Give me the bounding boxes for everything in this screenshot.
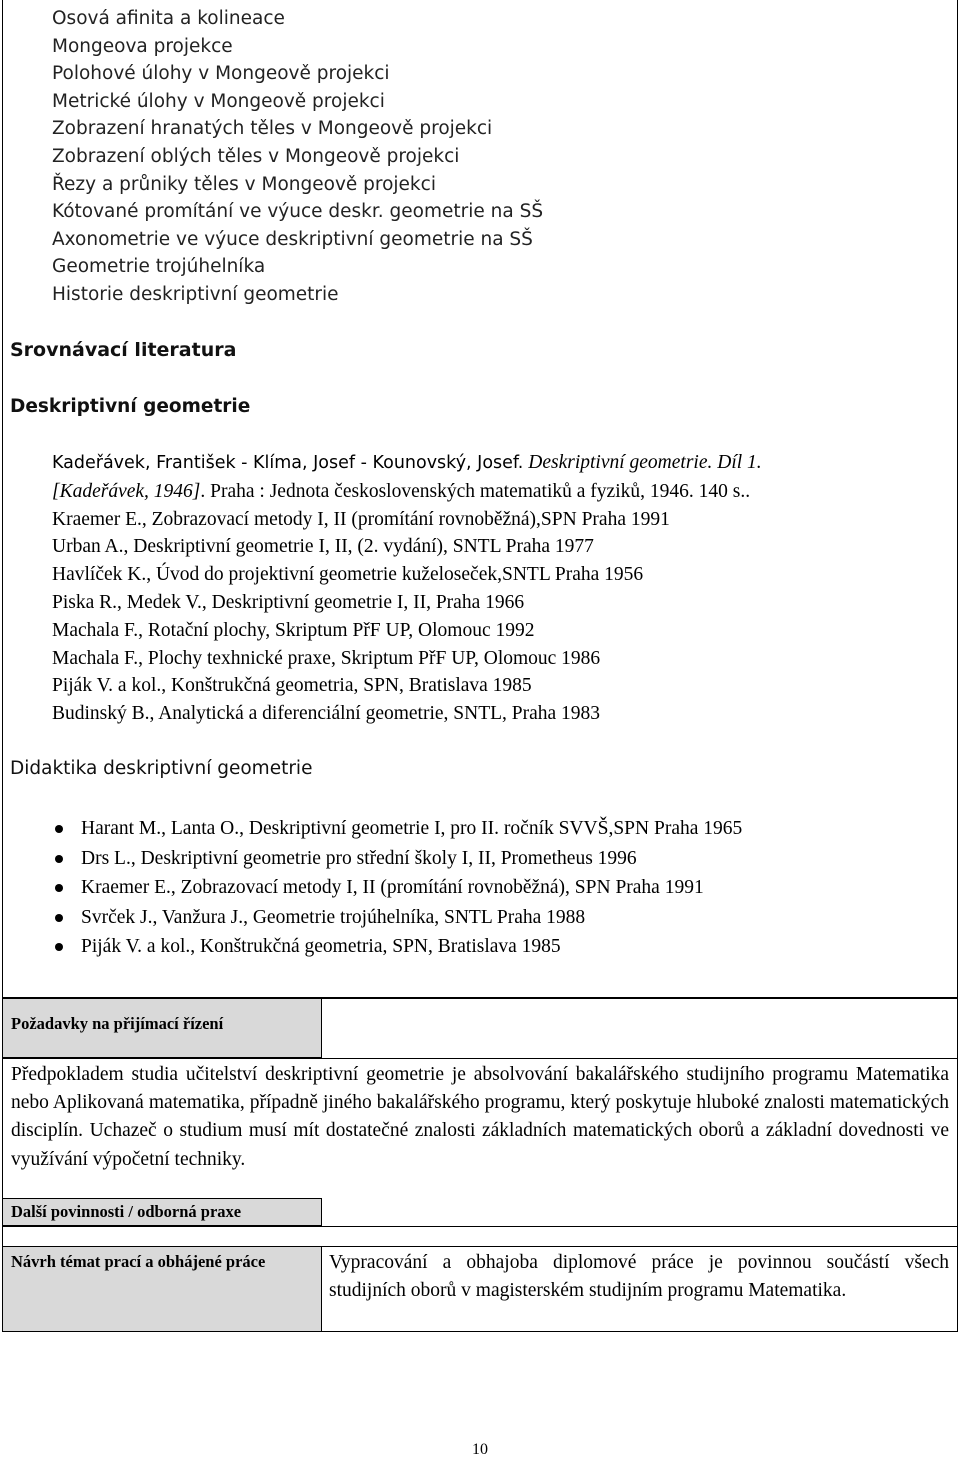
table-text-navrh-temat: Vypracování a obhajoba diplomové práce je povinnou součástí všech studijních oborů v magisterském studijním programu Matematika. (321, 1246, 958, 1332)
literature-rest: , Plochy texhnické praxe, Skriptum PřF UP, Olomouc 1986 (138, 647, 601, 669)
literature-rest: , Zobrazovací metody I, II (promítání rovnoběžná),SPN Praha 1991 (141, 508, 670, 530)
didaktika-item: Svrček J., Vanžura J., Geometrie trojúhelníka, SNTL Praha 1988 (55, 903, 742, 933)
table-cell-empty (321, 1198, 958, 1226)
table-label-navrh-temat: Návrh témat prací a obhájené práce (2, 1246, 322, 1332)
literature-author: Budinský B. (52, 703, 150, 725)
topic-item: Axonometrie ve výuce deskriptivní geometrie na SŠ (52, 228, 533, 250)
literature-item (52, 506, 762, 534)
topic-item: Geometrie trojúhelníka (52, 256, 266, 278)
literature-rest: , Konštrukčná geometria, SPN, Bratislava 1985 (161, 675, 532, 697)
literature-item (52, 672, 762, 700)
literature-rest: , Úvod do projektivní geometrie kuželoseček,SNTL Praha 1956 (146, 564, 644, 586)
topic-item: Kótované promítání ve výuce deskr. geometrie na SŠ (52, 201, 544, 223)
literature-item (52, 478, 762, 506)
didaktika-item: Drs L., Deskriptivní geometrie pro střední školy I, II, Prometheus 1996 (55, 844, 742, 874)
topic-item: Zobrazení hranatých těles v Mongeově projekci (52, 118, 493, 140)
table-spacer-row (2, 1226, 958, 1246)
literature-author: Kadeřávek, František - Klíma, Josef - Kounovský, Josef. (52, 453, 524, 473)
literature-rest: , Deskriptivní geometrie I, II, Praha 1966 (201, 591, 525, 613)
literature-item (52, 700, 762, 728)
topic-item: Polohové úlohy v Mongeově projekci (52, 63, 390, 85)
literature-author: Urban A. (52, 536, 124, 558)
literature-item (52, 589, 762, 617)
didaktika-list (55, 814, 742, 962)
literature-rest: , Analytická a diferenciální geometrie, SNTL, Praha 1983 (149, 703, 601, 725)
literature-citekey: [Kadeřávek, 1946] (52, 480, 201, 502)
literature-item (52, 449, 762, 478)
literature-author: Havlíček K. (52, 564, 147, 586)
topic-item: Historie deskriptivní geometrie (52, 283, 339, 305)
topic-item: Metrické úlohy v Mongeově projekci (52, 90, 385, 112)
didaktika-item: Harant M., Lanta O., Deskriptivní geometrie I, pro II. ročník SVVŠ,SPN Praha 1965 (55, 814, 742, 844)
table-label-dalsi-povinnosti: Další povinnosti / odborná praxe (2, 1198, 322, 1226)
topics-list (52, 5, 543, 309)
literature-rest: , Rotační plochy, Skriptum PřF UP, Olomouc 1992 (138, 619, 535, 641)
literature-item (52, 533, 762, 561)
literature-author: Kraemer E. (52, 508, 142, 530)
literature-rest: , Deskriptivní geometrie I, II, (2. vydání), SNTL Praha 1977 (123, 536, 594, 558)
literature-author: Machala F. (52, 647, 139, 669)
literature-author: Piják V. a kol. (52, 675, 162, 697)
heading-srovnavaci-literatura: Srovnávací literatura (10, 339, 237, 361)
literature-item (52, 645, 762, 673)
literature-item (52, 617, 762, 645)
heading-didaktika: Didaktika deskriptivní geometrie (10, 758, 313, 779)
literature-author: Machala F. (52, 619, 139, 641)
table-cell-empty (321, 997, 958, 1058)
topic-item: Zobrazení oblých těles v Mongeově projekci (52, 145, 460, 167)
literature-item (52, 561, 762, 589)
literature-author: Piska R., Medek V. (52, 591, 202, 613)
table-label-pozadavky: Požadavky na přijímací řízení (2, 997, 322, 1058)
page-number: 10 (472, 1441, 488, 1458)
heading-deskriptivni-geometrie: Deskriptivní geometrie (10, 396, 251, 417)
topic-item: Řezy a průniky těles v Mongeově projekci (52, 173, 436, 195)
topic-item: Mongeova projekce (52, 35, 233, 57)
literature-rest: . Praha : Jednota československých matematiků a fyziků, 1946. 140 s.. (200, 480, 751, 502)
table-text-pozadavky: Předpokladem studia učitelství deskriptivní geometrie je absolvování bakalářského studijního programu Matematika nebo Aplikovaná matematika, případně jiného bakalářského programu, který poskytuje hluboké znalosti matematických disciplín. Uchazeč o studium musí mít dostatečné znalosti základních matematických oborů a základní dovednosti ve využívání výpočetní techniky. (2, 1058, 958, 1198)
didaktika-item: Piják V. a kol., Konštrukčná geometria, SPN, Bratislava 1985 (55, 932, 742, 962)
literature-title: Deskriptivní geometrie. Díl 1. (528, 452, 762, 473)
topic-item: Osová afinita a kolineace (52, 8, 285, 29)
literature-list (52, 449, 762, 728)
didaktika-item: Kraemer E., Zobrazovací metody I, II (promítání rovnoběžná), SPN Praha 1991 (55, 873, 742, 903)
